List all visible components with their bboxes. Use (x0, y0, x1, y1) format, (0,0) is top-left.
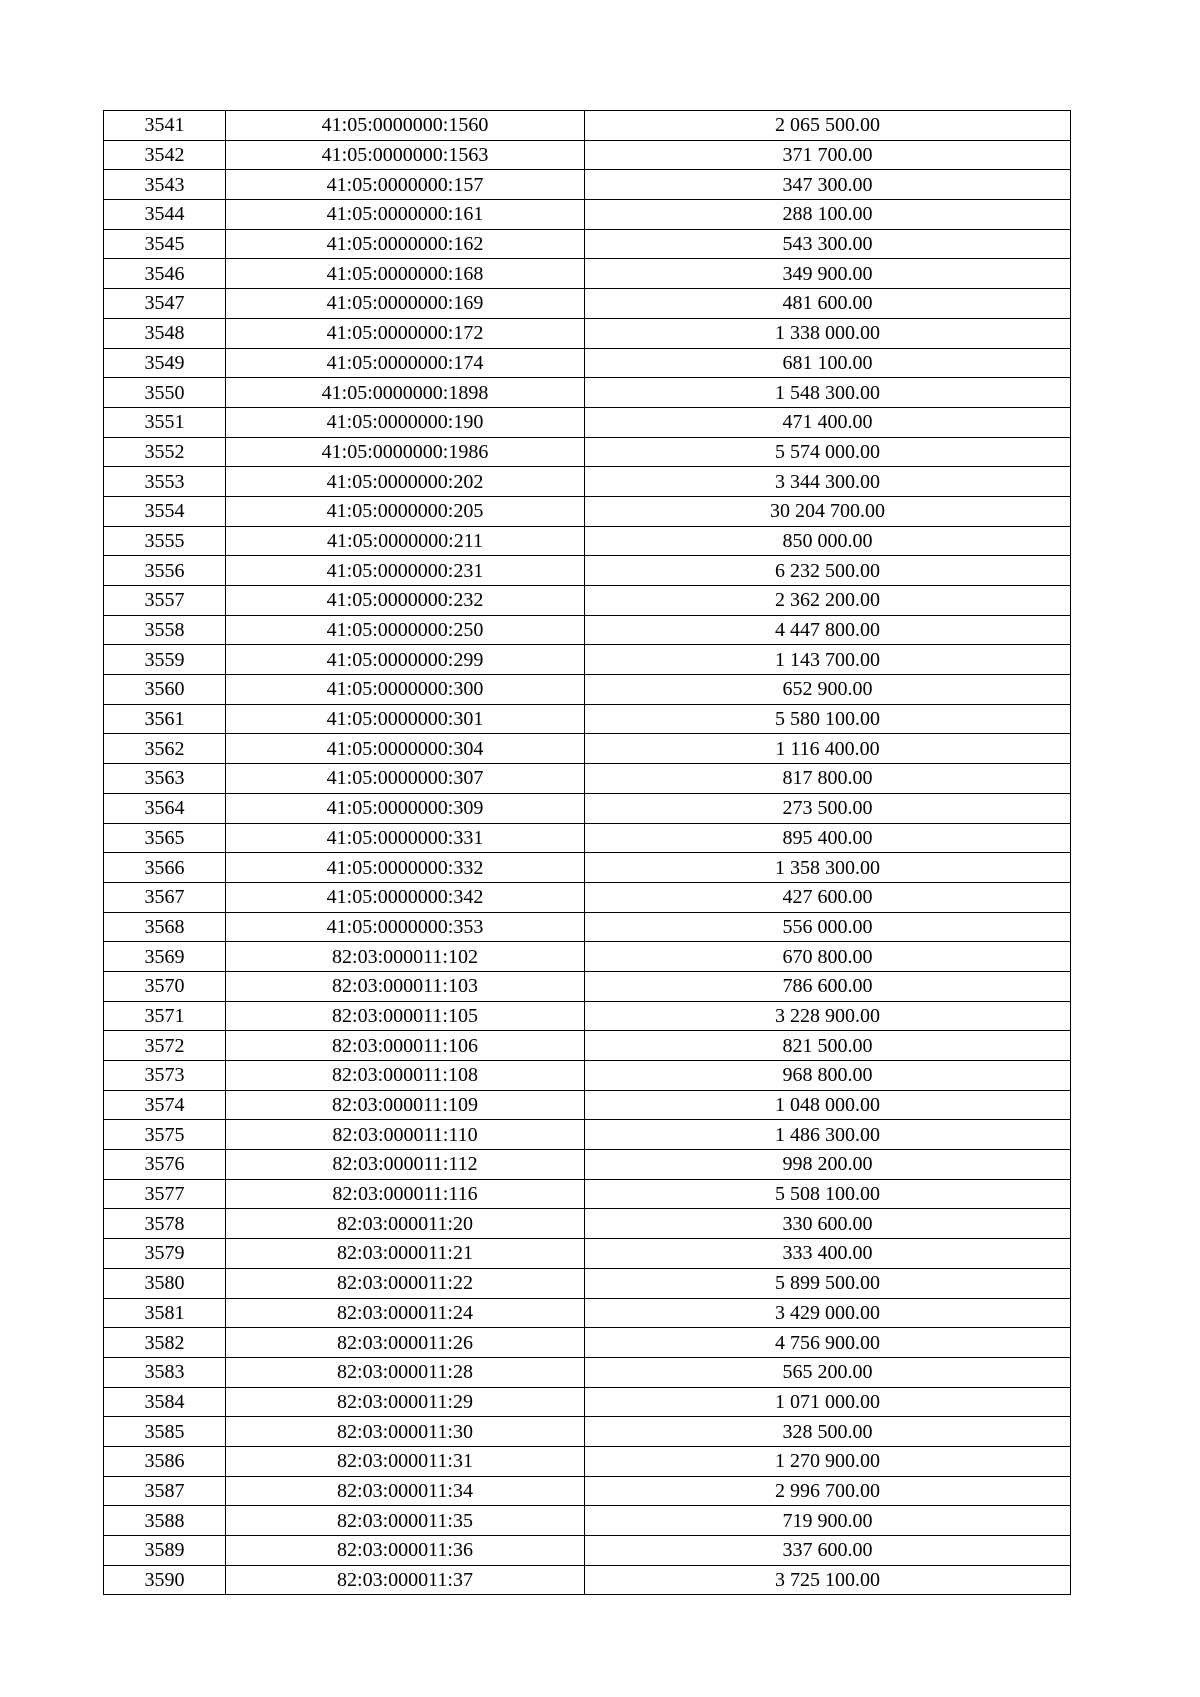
row-number-cell: 3574 (104, 1090, 226, 1120)
cadastral-number-cell: 82:03:000011:31 (226, 1446, 585, 1476)
value-cell: 998 200.00 (585, 1150, 1071, 1180)
value-cell: 337 600.00 (585, 1536, 1071, 1566)
cadastral-number-cell: 82:03:000011:108 (226, 1061, 585, 1091)
row-number-cell: 3580 (104, 1268, 226, 1298)
cadastral-number-cell: 41:05:0000000:211 (226, 526, 585, 556)
row-number-cell: 3578 (104, 1209, 226, 1239)
cadastral-number-cell: 82:03:000011:35 (226, 1506, 585, 1536)
row-number-cell: 3589 (104, 1536, 226, 1566)
value-cell: 347 300.00 (585, 170, 1071, 200)
row-number-cell: 3563 (104, 764, 226, 794)
table-row (104, 111, 1071, 141)
value-cell: 850 000.00 (585, 526, 1071, 556)
table-row (104, 437, 1071, 467)
row-number-cell: 3557 (104, 586, 226, 616)
table-row (104, 793, 1071, 823)
cadastral-number-cell: 82:03:000011:37 (226, 1565, 585, 1595)
table-row (104, 912, 1071, 942)
value-cell: 1 548 300.00 (585, 378, 1071, 408)
table-row (104, 1387, 1071, 1417)
row-number-cell: 3561 (104, 704, 226, 734)
table-row (104, 1001, 1071, 1031)
value-cell: 427 600.00 (585, 882, 1071, 912)
row-number-cell: 3564 (104, 793, 226, 823)
table-row (104, 1328, 1071, 1358)
value-cell: 2 996 700.00 (585, 1476, 1071, 1506)
table-row (104, 1506, 1071, 1536)
cadastral-number-cell: 82:03:000011:106 (226, 1031, 585, 1061)
row-number-cell: 3583 (104, 1357, 226, 1387)
table-row (104, 853, 1071, 883)
value-cell: 2 065 500.00 (585, 111, 1071, 141)
cadastral-number-cell: 82:03:000011:28 (226, 1357, 585, 1387)
cadastral-number-cell: 41:05:0000000:168 (226, 259, 585, 289)
table-row (104, 704, 1071, 734)
table-row (104, 1268, 1071, 1298)
table-row (104, 942, 1071, 972)
row-number-cell: 3566 (104, 853, 226, 883)
row-number-cell: 3543 (104, 170, 226, 200)
table-row (104, 1120, 1071, 1150)
cadastral-number-cell: 82:03:000011:36 (226, 1536, 585, 1566)
table-row (104, 586, 1071, 616)
value-cell: 652 900.00 (585, 675, 1071, 705)
table-row (104, 615, 1071, 645)
table-row (104, 1179, 1071, 1209)
cadastral-number-cell: 41:05:0000000:353 (226, 912, 585, 942)
cadastral-number-cell: 41:05:0000000:301 (226, 704, 585, 734)
value-cell: 543 300.00 (585, 229, 1071, 259)
row-number-cell: 3577 (104, 1179, 226, 1209)
value-cell: 3 725 100.00 (585, 1565, 1071, 1595)
value-cell: 817 800.00 (585, 764, 1071, 794)
value-cell: 481 600.00 (585, 289, 1071, 319)
value-cell: 349 900.00 (585, 259, 1071, 289)
row-number-cell: 3570 (104, 971, 226, 1001)
cadastral-number-cell: 41:05:0000000:190 (226, 407, 585, 437)
cadastral-number-cell: 82:03:000011:110 (226, 1120, 585, 1150)
cadastral-number-cell: 82:03:000011:21 (226, 1239, 585, 1269)
table-row (104, 289, 1071, 319)
row-number-cell: 3585 (104, 1417, 226, 1447)
row-number-cell: 3568 (104, 912, 226, 942)
value-cell: 4 447 800.00 (585, 615, 1071, 645)
cadastral-number-cell: 41:05:0000000:307 (226, 764, 585, 794)
row-number-cell: 3560 (104, 675, 226, 705)
cadastral-number-cell: 41:05:0000000:332 (226, 853, 585, 883)
row-number-cell: 3587 (104, 1476, 226, 1506)
value-cell: 5 899 500.00 (585, 1268, 1071, 1298)
value-cell: 968 800.00 (585, 1061, 1071, 1091)
value-cell: 3 344 300.00 (585, 467, 1071, 497)
cadastral-number-cell: 82:03:000011:116 (226, 1179, 585, 1209)
cadastral-number-cell: 41:05:0000000:309 (226, 793, 585, 823)
value-cell: 3 228 900.00 (585, 1001, 1071, 1031)
table-row (104, 170, 1071, 200)
row-number-cell: 3548 (104, 318, 226, 348)
table-row (104, 526, 1071, 556)
table-row (104, 971, 1071, 1001)
value-cell: 5 574 000.00 (585, 437, 1071, 467)
table-row (104, 1446, 1071, 1476)
cadastral-number-cell: 41:05:0000000:157 (226, 170, 585, 200)
table-row (104, 1090, 1071, 1120)
cadastral-number-cell: 82:03:000011:20 (226, 1209, 585, 1239)
cadastral-number-cell: 82:03:000011:109 (226, 1090, 585, 1120)
table-row (104, 407, 1071, 437)
cadastral-number-cell: 41:05:0000000:304 (226, 734, 585, 764)
table-row (104, 1357, 1071, 1387)
row-number-cell: 3576 (104, 1150, 226, 1180)
table-row (104, 1209, 1071, 1239)
row-number-cell: 3575 (104, 1120, 226, 1150)
row-number-cell: 3555 (104, 526, 226, 556)
row-number-cell: 3582 (104, 1328, 226, 1358)
value-cell: 30 204 700.00 (585, 496, 1071, 526)
table-row (104, 882, 1071, 912)
value-cell: 1 071 000.00 (585, 1387, 1071, 1417)
row-number-cell: 3559 (104, 645, 226, 675)
row-number-cell: 3549 (104, 348, 226, 378)
row-number-cell: 3551 (104, 407, 226, 437)
row-number-cell: 3553 (104, 467, 226, 497)
row-number-cell: 3586 (104, 1446, 226, 1476)
value-cell: 1 048 000.00 (585, 1090, 1071, 1120)
value-cell: 1 270 900.00 (585, 1446, 1071, 1476)
row-number-cell: 3573 (104, 1061, 226, 1091)
table-row (104, 645, 1071, 675)
table-row (104, 200, 1071, 230)
row-number-cell: 3571 (104, 1001, 226, 1031)
table-row (104, 1476, 1071, 1506)
row-number-cell: 3545 (104, 229, 226, 259)
table-row (104, 1298, 1071, 1328)
row-number-cell: 3565 (104, 823, 226, 853)
value-cell: 371 700.00 (585, 140, 1071, 170)
cadastral-number-cell: 41:05:0000000:172 (226, 318, 585, 348)
cadastral-number-cell: 82:03:000011:29 (226, 1387, 585, 1417)
table-row (104, 556, 1071, 586)
value-cell: 6 232 500.00 (585, 556, 1071, 586)
value-cell: 1 486 300.00 (585, 1120, 1071, 1150)
cadastral-number-cell: 41:05:0000000:205 (226, 496, 585, 526)
table-row (104, 318, 1071, 348)
cadastral-number-cell: 41:05:0000000:250 (226, 615, 585, 645)
row-number-cell: 3569 (104, 942, 226, 972)
table-row (104, 259, 1071, 289)
row-number-cell: 3581 (104, 1298, 226, 1328)
row-number-cell: 3552 (104, 437, 226, 467)
cadastral-number-cell: 82:03:000011:102 (226, 942, 585, 972)
table-row (104, 823, 1071, 853)
value-cell: 719 900.00 (585, 1506, 1071, 1536)
value-cell: 821 500.00 (585, 1031, 1071, 1061)
row-number-cell: 3567 (104, 882, 226, 912)
value-cell: 681 100.00 (585, 348, 1071, 378)
table-row (104, 1565, 1071, 1595)
value-cell: 273 500.00 (585, 793, 1071, 823)
cadastral-number-cell: 82:03:000011:22 (226, 1268, 585, 1298)
cadastral-number-cell: 82:03:000011:103 (226, 971, 585, 1001)
cadastral-number-cell: 41:05:0000000:299 (226, 645, 585, 675)
value-cell: 5 580 100.00 (585, 704, 1071, 734)
table-row (104, 496, 1071, 526)
table-row (104, 1536, 1071, 1566)
table-row (104, 1061, 1071, 1091)
row-number-cell: 3579 (104, 1239, 226, 1269)
cadastral-number-cell: 41:05:0000000:169 (226, 289, 585, 319)
value-cell: 4 756 900.00 (585, 1328, 1071, 1358)
table-row (104, 1239, 1071, 1269)
table-row (104, 734, 1071, 764)
row-number-cell: 3542 (104, 140, 226, 170)
cadastral-number-cell: 41:05:0000000:331 (226, 823, 585, 853)
table-row (104, 1150, 1071, 1180)
table-row (104, 675, 1071, 705)
value-cell: 2 362 200.00 (585, 586, 1071, 616)
table-row (104, 1031, 1071, 1061)
cadastral-number-cell: 41:05:0000000:300 (226, 675, 585, 705)
cadastral-number-cell: 41:05:0000000:1560 (226, 111, 585, 141)
table-row (104, 764, 1071, 794)
cadastral-number-cell: 82:03:000011:112 (226, 1150, 585, 1180)
cadastral-number-cell: 82:03:000011:30 (226, 1417, 585, 1447)
row-number-cell: 3550 (104, 378, 226, 408)
cadastral-number-cell: 82:03:000011:34 (226, 1476, 585, 1506)
row-number-cell: 3558 (104, 615, 226, 645)
value-cell: 1 338 000.00 (585, 318, 1071, 348)
value-cell: 333 400.00 (585, 1239, 1071, 1269)
cadastral-number-cell: 82:03:000011:26 (226, 1328, 585, 1358)
cadastral-number-cell: 41:05:0000000:1986 (226, 437, 585, 467)
value-cell: 471 400.00 (585, 407, 1071, 437)
row-number-cell: 3544 (104, 200, 226, 230)
value-cell: 330 600.00 (585, 1209, 1071, 1239)
table-row (104, 348, 1071, 378)
table-row (104, 229, 1071, 259)
value-cell: 3 429 000.00 (585, 1298, 1071, 1328)
value-cell: 786 600.00 (585, 971, 1071, 1001)
row-number-cell: 3547 (104, 289, 226, 319)
value-cell: 1 358 300.00 (585, 853, 1071, 883)
row-number-cell: 3541 (104, 111, 226, 141)
row-number-cell: 3584 (104, 1387, 226, 1417)
row-number-cell: 3562 (104, 734, 226, 764)
row-number-cell: 3572 (104, 1031, 226, 1061)
cadastral-number-cell: 82:03:000011:105 (226, 1001, 585, 1031)
value-cell: 565 200.00 (585, 1357, 1071, 1387)
row-number-cell: 3588 (104, 1506, 226, 1536)
table-row (104, 378, 1071, 408)
value-cell: 556 000.00 (585, 912, 1071, 942)
value-cell: 895 400.00 (585, 823, 1071, 853)
value-cell: 1 143 700.00 (585, 645, 1071, 675)
cadastral-number-cell: 41:05:0000000:162 (226, 229, 585, 259)
cadastral-number-cell: 82:03:000011:24 (226, 1298, 585, 1328)
cadastral-number-cell: 41:05:0000000:231 (226, 556, 585, 586)
cadastral-number-cell: 41:05:0000000:202 (226, 467, 585, 497)
row-number-cell: 3556 (104, 556, 226, 586)
cadastral-number-cell: 41:05:0000000:1898 (226, 378, 585, 408)
cadastral-number-cell: 41:05:0000000:342 (226, 882, 585, 912)
table-row (104, 140, 1071, 170)
row-number-cell: 3590 (104, 1565, 226, 1595)
cadastral-number-cell: 41:05:0000000:161 (226, 200, 585, 230)
cadastral-number-cell: 41:05:0000000:232 (226, 586, 585, 616)
value-cell: 670 800.00 (585, 942, 1071, 972)
cadastral-value-table (103, 110, 1071, 1595)
table-row (104, 467, 1071, 497)
row-number-cell: 3554 (104, 496, 226, 526)
value-cell: 288 100.00 (585, 200, 1071, 230)
cadastral-number-cell: 41:05:0000000:174 (226, 348, 585, 378)
value-cell: 1 116 400.00 (585, 734, 1071, 764)
row-number-cell: 3546 (104, 259, 226, 289)
table-row (104, 1417, 1071, 1447)
value-cell: 328 500.00 (585, 1417, 1071, 1447)
cadastral-number-cell: 41:05:0000000:1563 (226, 140, 585, 170)
table-body (104, 111, 1071, 1595)
value-cell: 5 508 100.00 (585, 1179, 1071, 1209)
